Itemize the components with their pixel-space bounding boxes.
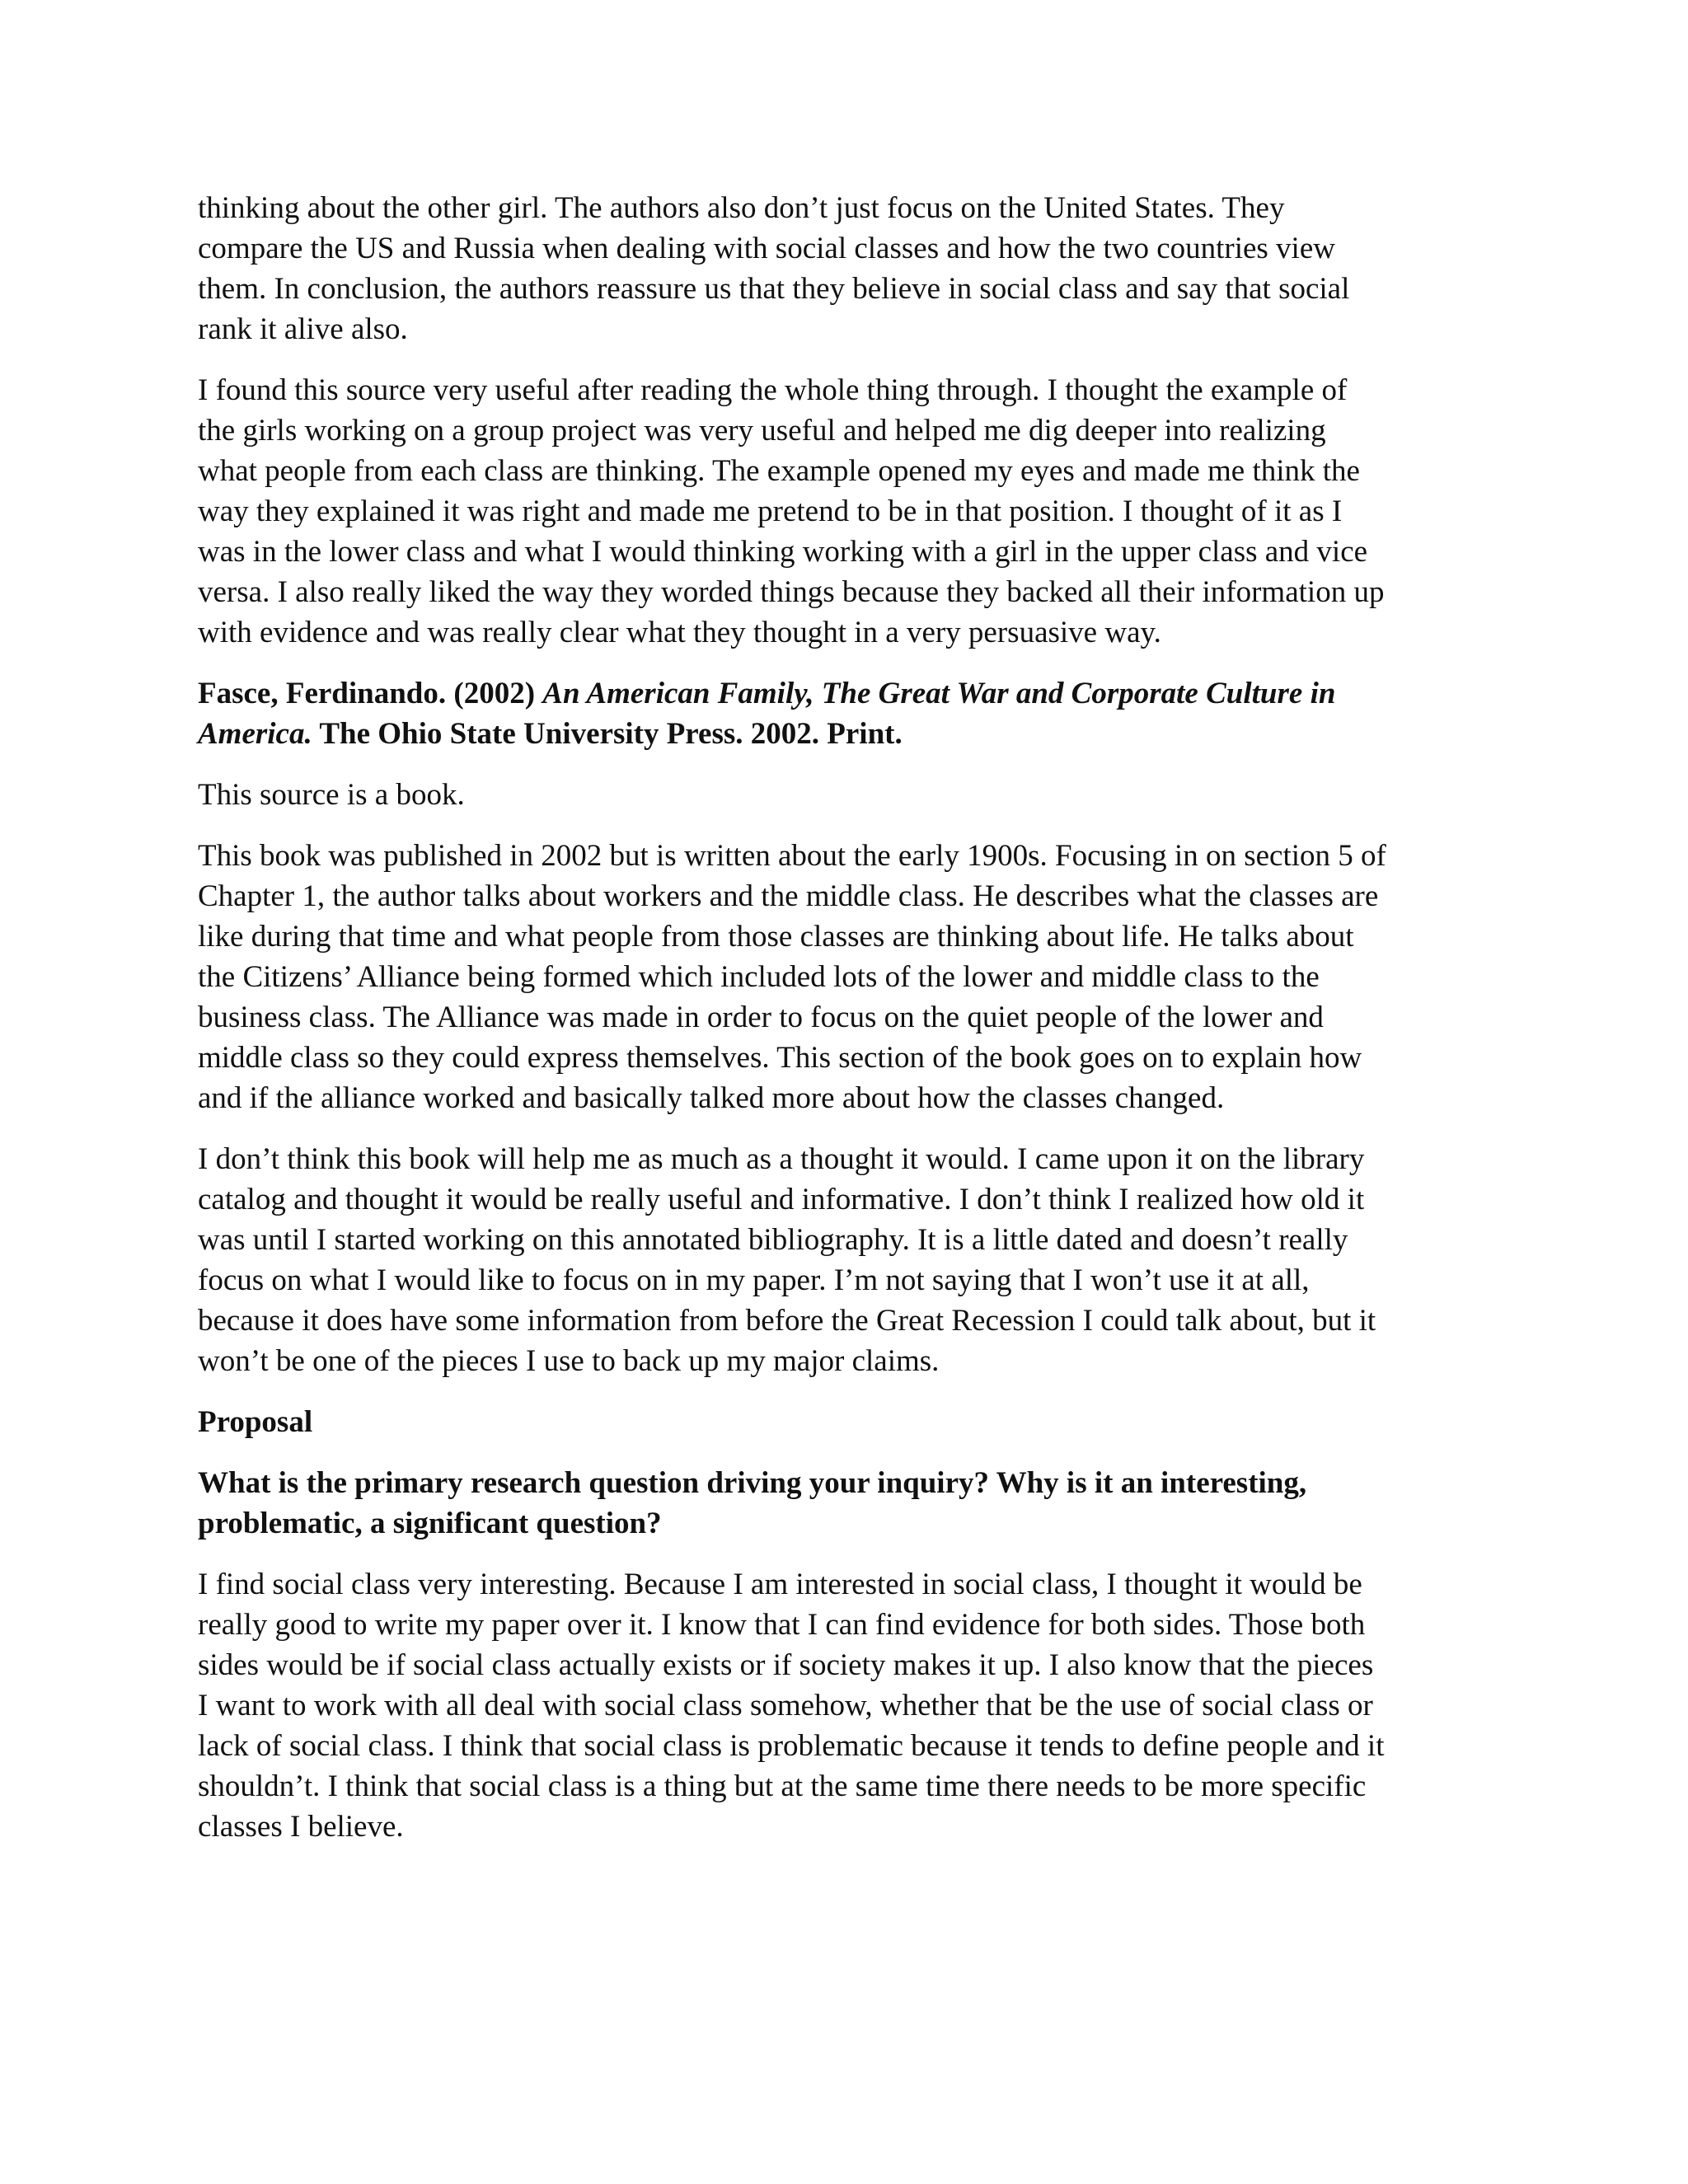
paragraph-source-summary-end (198, 188, 1484, 349)
citation-publisher: The Ohio State University Press. 2002. Print. (312, 717, 903, 751)
text-line: problematic, a significant question? (198, 1507, 662, 1540)
text-line: really good to write my paper over it. I know that I can find evidence for both sides. Those both (198, 1608, 1366, 1642)
text-line: the Citizens’ Alliance being formed which included lots of the lower and middle class to the (198, 960, 1320, 994)
proposal-heading: Proposal (198, 1405, 313, 1439)
text-line: classes I believe. (198, 1810, 404, 1844)
text-line: shouldn’t. I think that social class is a thing but at the same time there needs to be more specific (198, 1769, 1367, 1803)
text-line: with evidence and was really clear what they thought in a very persuasive way. (198, 616, 1161, 649)
text-line: what people from each class are thinking. The example opened my eyes and made me think the (198, 454, 1360, 488)
citation-author-year: Fasce, Ferdinando. (2002) (198, 677, 543, 710)
text-line: I found this source very useful after reading the whole thing through. I thought the example of (198, 373, 1348, 407)
bibliography-citation (198, 673, 1484, 754)
paragraph-book-summary (198, 836, 1484, 1118)
document-page (198, 188, 1484, 1868)
paragraph-proposal-answer (198, 1564, 1484, 1847)
citation-line-1 (198, 673, 1484, 714)
paragraph-book-evaluation (198, 1139, 1484, 1381)
text-line: like during that time and what people from those classes are thinking about life. He talks about (198, 920, 1354, 954)
text-line: because it does have some information from before the Great Recession I could talk about, but it (198, 1304, 1376, 1338)
text-line: versa. I also really liked the way they worded things because they backed all their information up (198, 575, 1385, 609)
text-line: lack of social class. I think that social class is problematic because it tends to define people and it (198, 1729, 1385, 1763)
text-line: This book was published in 2002 but is written about the early 1900s. Focusing in on section 5 of (198, 839, 1386, 873)
citation-title-part1: An American Family, The Great War and Corporate Culture in (542, 677, 1336, 710)
text-line: middle class so they could express themselves. This section of the book goes on to explain how (198, 1041, 1362, 1075)
text-line: focus on what I would like to focus on in my paper. I’m not saying that I won’t use it at all, (198, 1263, 1310, 1297)
text-line: was until I started working on this annotated bibliography. It is a little dated and doesn’t really (198, 1223, 1348, 1257)
text-line: Chapter 1, the author talks about workers and the middle class. He describes what the classes are (198, 879, 1379, 913)
text-line: I want to work with all deal with social class somehow, whether that be the use of social class or (198, 1689, 1373, 1722)
citation-title-part2: America. (198, 717, 312, 751)
text-line: business class. The Alliance was made in order to focus on the quiet people of the lower and (198, 1001, 1324, 1034)
text-line: thinking about the other girl. The authors also don’t just focus on the United States. They (198, 191, 1285, 225)
text-line: them. In conclusion, the authors reassure us that they believe in social class and say that social (198, 272, 1350, 306)
text-line: was in the lower class and what I would thinking working with a girl in the upper class and vice (198, 535, 1368, 569)
text-line: I find social class very interesting. Because I am interested in social class, I thought it would be (198, 1568, 1362, 1601)
text-line: I don’t think this book will help me as much as a thought it would. I came upon it on the library (198, 1142, 1365, 1176)
paragraph-source-evaluation (198, 370, 1484, 653)
text-line: way they explained it was right and made me pretend to be in that position. I thought of it as I (198, 494, 1343, 528)
text-line: the girls working on a group project was very useful and helped me dig deeper into realizing (198, 414, 1326, 448)
text-line: won’t be one of the pieces I use to back up my major claims. (198, 1344, 940, 1378)
text-line: and if the alliance worked and basically talked more about how the classes changed. (198, 1081, 1225, 1115)
research-question (198, 1463, 1484, 1544)
text-line: catalog and thought it would be really useful and informative. I don’t think I realized how old it (198, 1183, 1365, 1216)
text-line: sides would be if social class actually exists or if society makes it up. I also know that the pieces (198, 1648, 1374, 1682)
text-line: rank it alive also. (198, 312, 408, 346)
text-line: What is the primary research question driving your inquiry? Why is it an interesting, (198, 1466, 1307, 1500)
citation-line-2 (198, 714, 1484, 754)
text-line: compare the US and Russia when dealing with social classes and how the two countries view (198, 232, 1335, 265)
source-type-note: This source is a book. (198, 778, 465, 812)
